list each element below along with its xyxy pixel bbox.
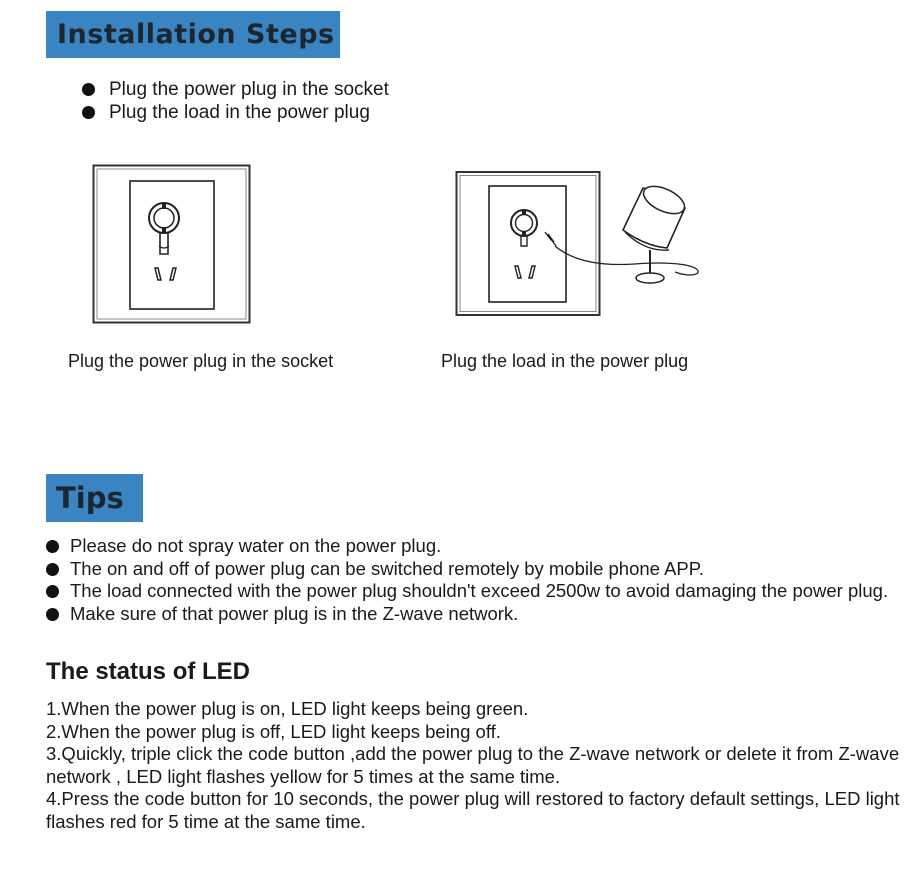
tip-text: The load connected with the power plug shouldn't exceed 2500w to avoid damaging the power plug. xyxy=(70,580,889,601)
bullet-icon xyxy=(46,540,59,553)
tip-item xyxy=(46,603,906,626)
bullet-icon xyxy=(46,563,59,576)
led-status-item: 2.When the power plug is off, LED light keeps being off. xyxy=(46,720,501,742)
bullet-icon xyxy=(82,106,95,119)
left-figure-caption: Plug the power plug in the socket xyxy=(68,351,334,371)
led-status-item: 3.Quickly, triple click the code button ,add the power plug to the Z-wave network or delete it from Z-wave network , LED light flashes yellow for 5 times at the same time. xyxy=(46,743,900,787)
tip-text: Make sure of that power plug is in the Z-wave network. xyxy=(70,602,519,624)
step-text: Plug the load in the power plug xyxy=(109,102,370,123)
step-item xyxy=(82,78,389,101)
led-status-list xyxy=(46,698,906,833)
tip-text: The on and off of power plug can be switched remotely by mobile phone APP. xyxy=(70,557,704,579)
tips-banner: Tips xyxy=(46,474,143,522)
bullet-icon xyxy=(46,585,59,598)
step-text: Plug the power plug in the socket xyxy=(109,79,389,100)
led-status-heading: The status of LED xyxy=(46,658,251,685)
installation-steps-banner: Installation Steps xyxy=(46,11,340,58)
right-figure-caption: Plug the load in the power plug xyxy=(441,351,689,371)
tip-text: Please do not spray water on the power plug. xyxy=(70,535,442,556)
led-status-item: 1.When the power plug is on, LED light keeps being green. xyxy=(46,698,529,719)
tips-list xyxy=(46,535,906,625)
tip-item xyxy=(46,535,906,558)
tip-item xyxy=(46,580,906,603)
installation-steps-list xyxy=(82,78,389,124)
tip-item xyxy=(46,558,906,581)
bullet-icon xyxy=(46,608,59,621)
socket-with-plug-illustration xyxy=(92,164,252,326)
bullet-icon xyxy=(82,83,95,96)
step-item xyxy=(82,101,389,124)
led-status-item: 4.Press the code button for 10 seconds, the power plug will restored to factory default settings, LED light flashes red for 5 time at the same time. xyxy=(46,788,900,832)
socket-with-lamp-illustration xyxy=(455,168,705,318)
